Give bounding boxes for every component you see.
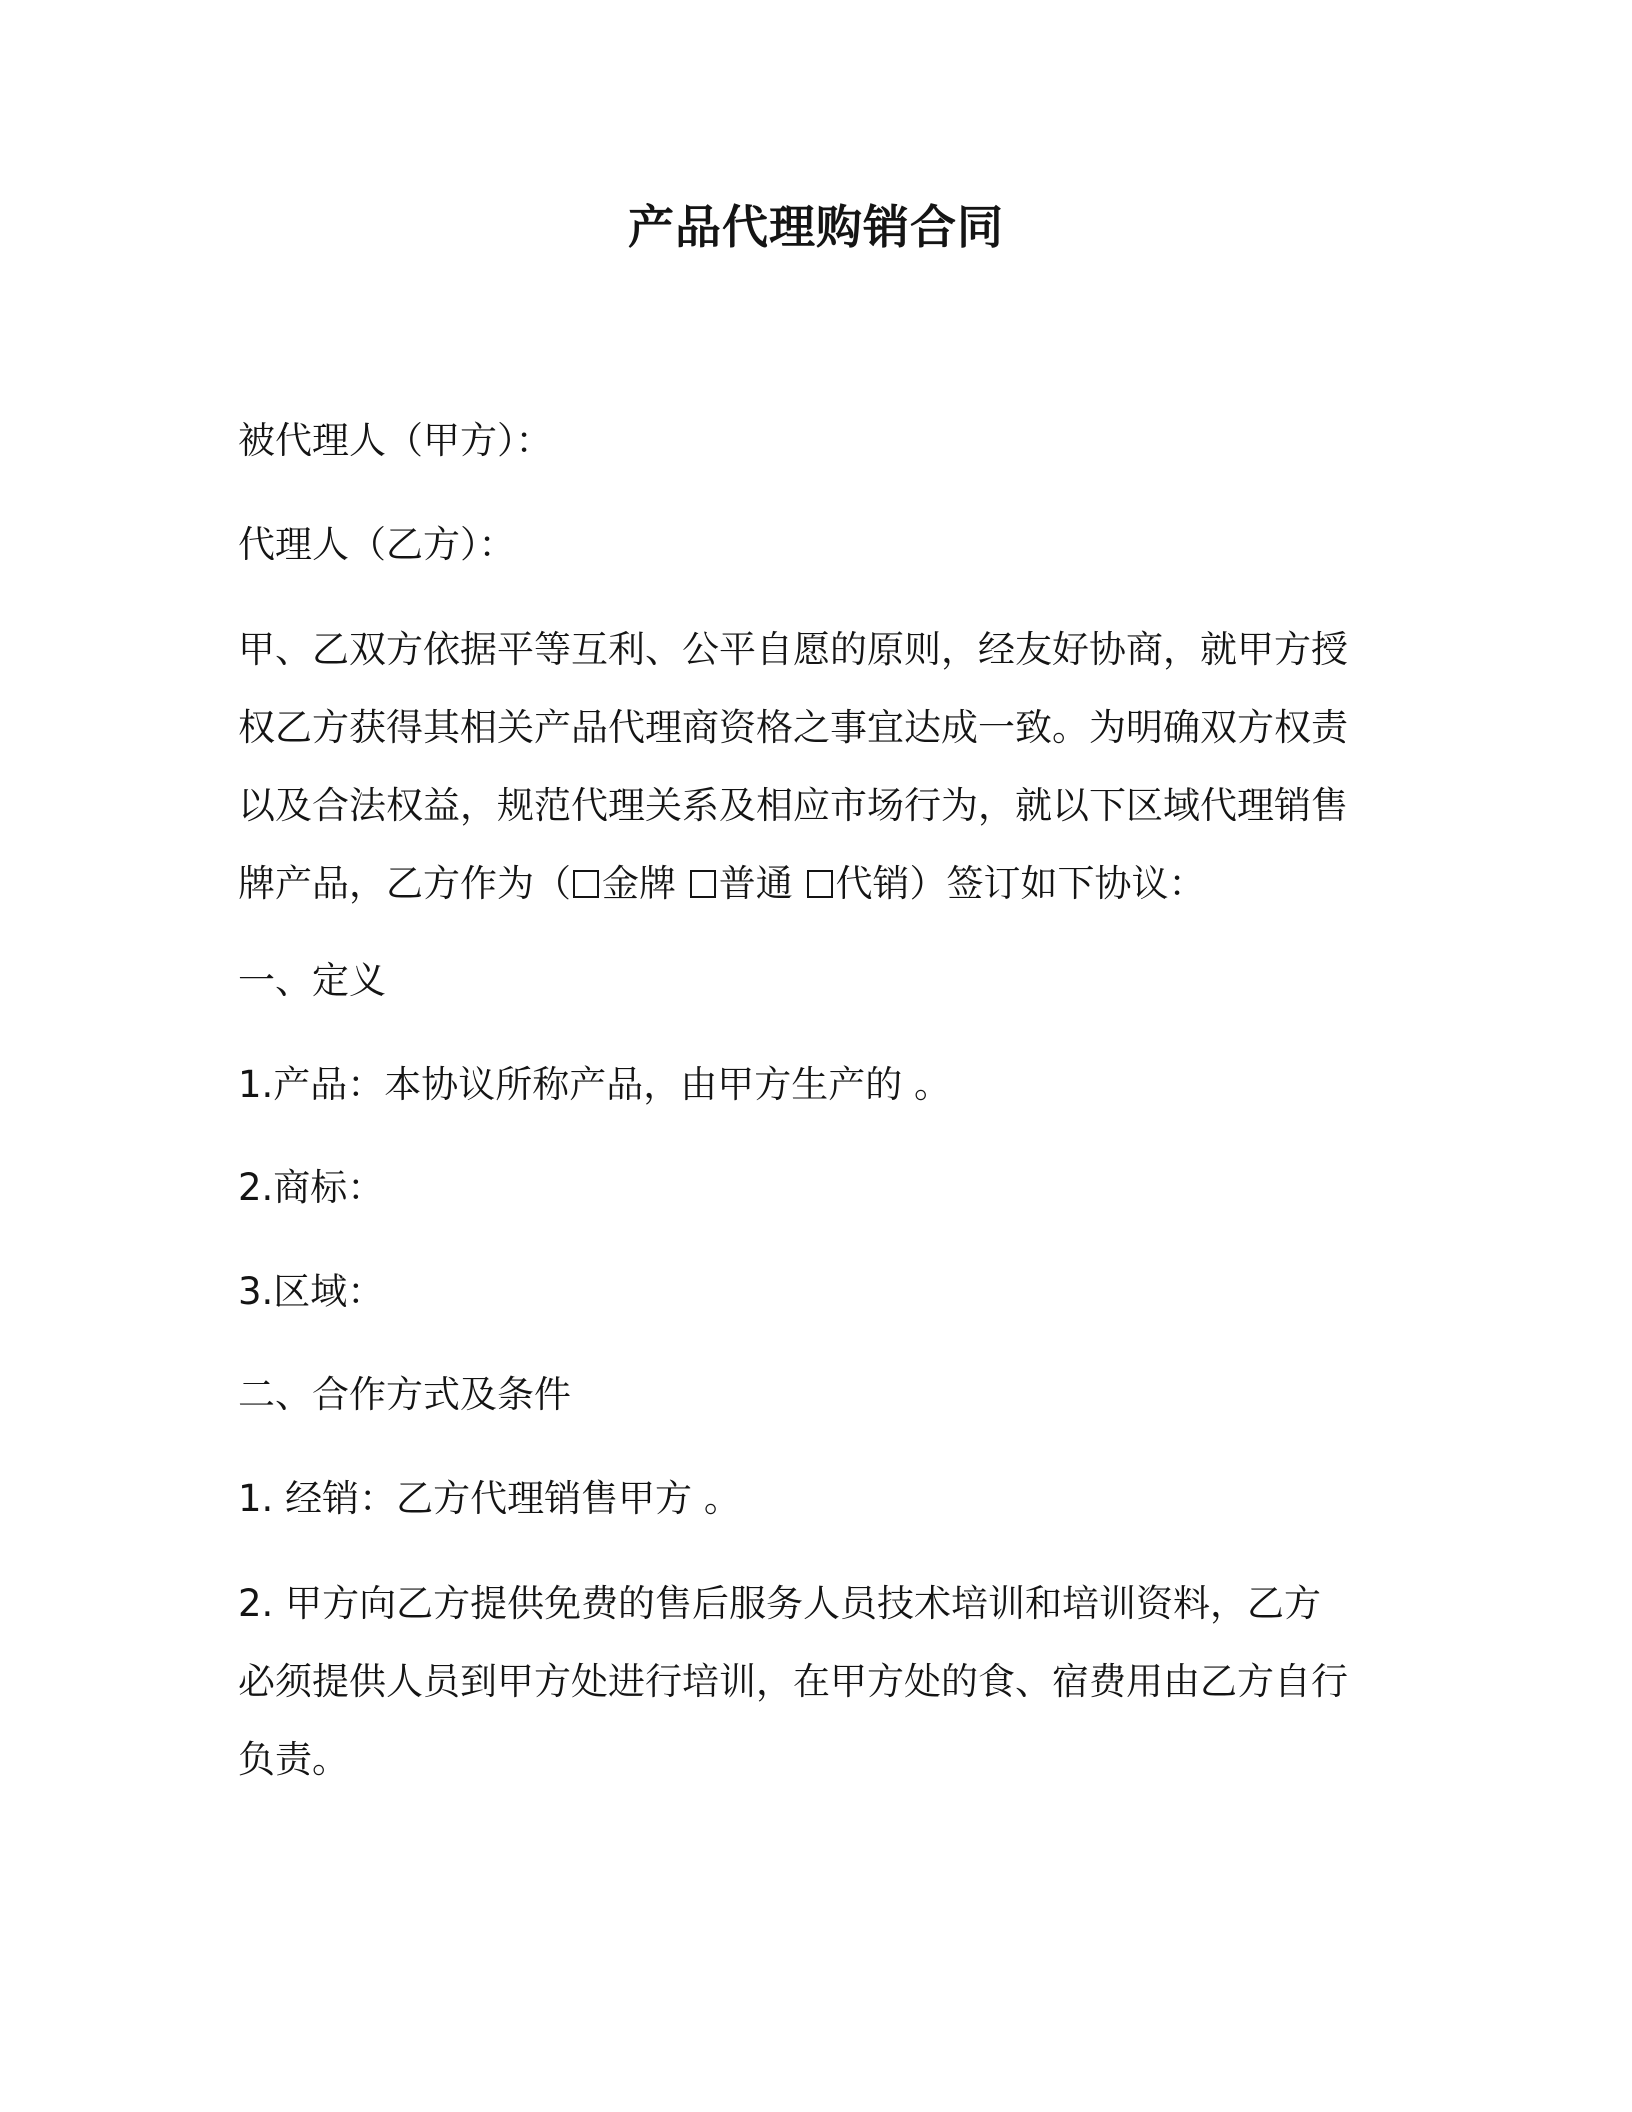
checkbox-regular[interactable] <box>690 870 716 898</box>
section-1-item-3: 3.区域： <box>238 1270 385 1313</box>
document-title: 产品代理购销合同 <box>628 200 1004 254</box>
intro-paragraph <box>238 611 1358 923</box>
party-a-label: 被代理人（甲方）： <box>238 419 553 462</box>
option-consignment: 代销 <box>835 862 910 905</box>
party-b-label: 代理人（乙方）： <box>238 523 516 566</box>
checkbox-gold[interactable] <box>573 870 599 898</box>
section-1-heading: 一、定义 <box>238 959 386 1002</box>
checkbox-consignment[interactable] <box>807 870 833 898</box>
option-regular: 普通 <box>718 862 793 905</box>
section-2-item-1: 1. 经销：乙方代理销售甲方 。 <box>238 1477 741 1520</box>
section-1-item-2: 2.商标： <box>238 1166 385 1209</box>
section-2-item-2: 2. 甲方向乙方提供免费的售后服务人员技术培训和培训资料，乙方必须提供人员到甲方处进行培训，在甲方处的食、宿费用由乙方自行负责。 <box>238 1582 1348 1781</box>
section-1-item-1: 1.产品：本协议所称产品，由甲方生产的 。 <box>238 1063 952 1106</box>
option-gold: 金牌 <box>602 862 676 905</box>
intro-text-after: ）签订如下协议： <box>909 862 1206 905</box>
section-2-heading: 二、合作方式及条件 <box>238 1373 571 1416</box>
intro-text-before: 甲、乙双方依据平等互利、公平自愿的原则，经友好协商，就甲方授权乙方获得其相关产品代理商资格之事宜达成一致。为明确双方权责以及合法权益，规范代理关系及相应市场行为，就以下区域代理销售牌产品，乙方作为（ <box>238 628 1348 905</box>
